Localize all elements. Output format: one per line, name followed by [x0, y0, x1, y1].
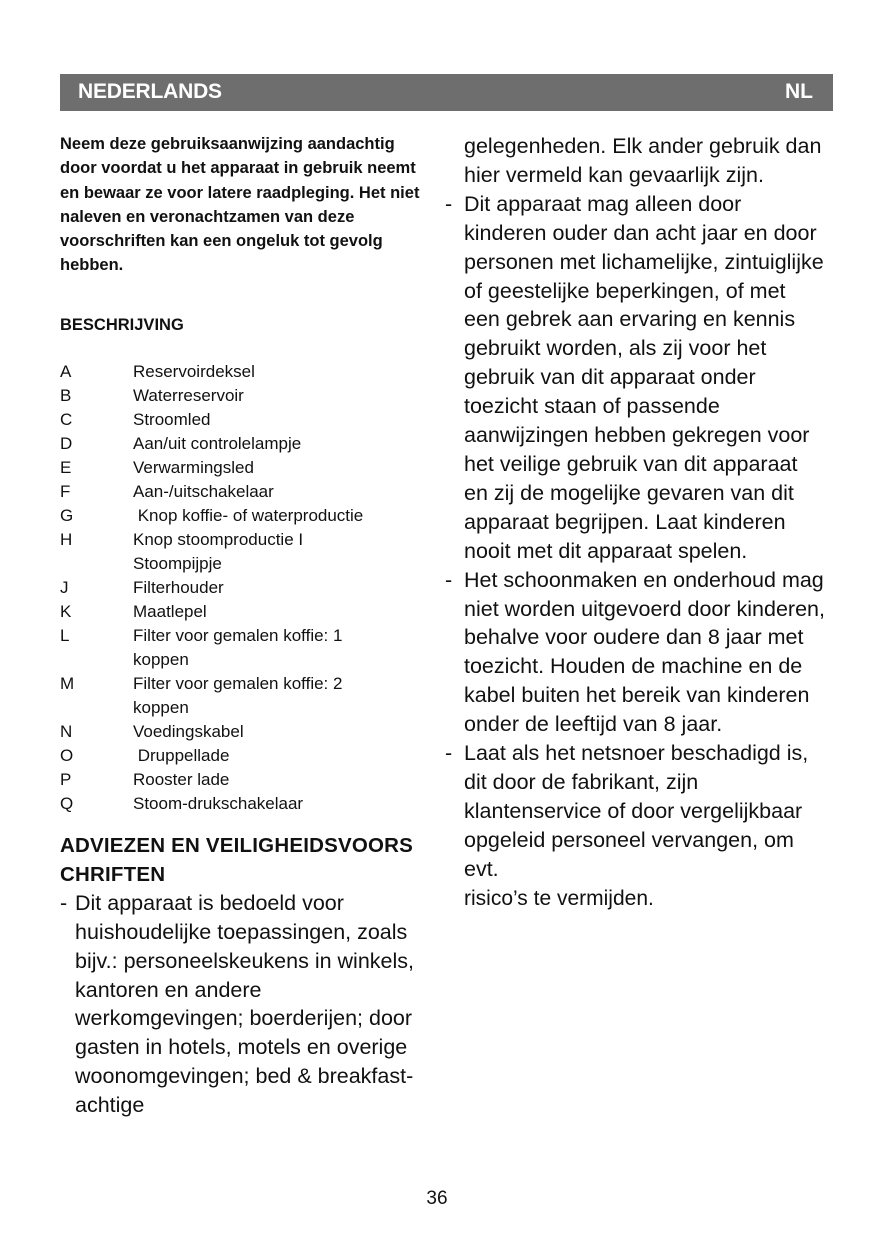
intro-paragraph: Neem deze gebruiksaanwijzing aandachtig door voordat u het apparaat in gebruik neemt en bewaar ze voor latere raadpleging. Het niet naleven en veronachtzamen van deze voorschriften kan een ongeluk tot gevolg hebben.: [60, 135, 420, 275]
language-code: NL: [785, 80, 813, 103]
list-item: [60, 720, 422, 744]
left-column: [60, 132, 422, 1120]
list-item: [60, 384, 422, 408]
part-letter: B: [60, 385, 72, 405]
part-name: Aan/uit controlelampje: [133, 433, 302, 453]
part-name: Waterreservoir: [133, 385, 244, 405]
bullet-dash: -: [445, 741, 453, 766]
list-item: [60, 576, 422, 600]
page-number: 36: [426, 1188, 448, 1209]
part-letter: F: [60, 481, 71, 501]
part-letter: M: [60, 673, 75, 693]
list-item: [60, 600, 422, 624]
part-name: Stroomled: [133, 409, 211, 429]
bullet-dash: -: [445, 191, 453, 216]
part-letter: L: [60, 625, 70, 645]
bullet-text: Het schoonmaken en onderhoud mag niet worden uitgevoerd door kinderen, behalve voor oudere dan 8 jaar met toezicht. Houden de machine en de kabel buiten het bereik van kinderen onder de leeftijd van 8 jaar.: [464, 567, 825, 737]
part-name: Verwarmingsled: [133, 457, 254, 477]
list-item: [60, 432, 422, 456]
safety-bullets-left: [60, 889, 422, 1120]
part-letter: K: [60, 601, 72, 621]
part-letter: N: [60, 721, 73, 741]
part-name: Filter voor gemalen koffie: 2 koppen: [133, 673, 343, 717]
bullet-text: Dit apparaat mag alleen door kinderen ouder dan acht jaar en door personen met lichamelijke, zintuiglijke of geestelijke beperkingen, of met een gebrek aan ervaring en kennis gebruikt worden, als zij voor het gebruik van dit apparaat onder toezicht staan of passende aanwijzingen hebben gekregen voor het veilige gebruik van dit apparaat en zij de mogelijke gevaren van dit apparaat begrijpen. Laat kinderen nooit met dit apparaat spelen.: [464, 191, 824, 563]
part-letter: H: [60, 529, 73, 549]
language-header-bar: [60, 74, 833, 111]
part-name: Filterhouder: [133, 577, 224, 597]
part-letter: Q: [60, 793, 74, 813]
list-item: [60, 744, 422, 768]
part-name: Rooster lade: [133, 769, 230, 789]
safety-heading: ADVIEZEN EN VEILIGHEIDSVOORSCHRIFTEN: [60, 833, 414, 886]
part-letter: G: [60, 505, 74, 525]
part-name: Knop stoomproductie I Stoompijpje: [133, 529, 304, 573]
part-name: Aan-/uitschakelaar: [133, 481, 274, 501]
list-item: [60, 408, 422, 432]
part-name: Reservoirdeksel: [133, 361, 255, 381]
list-item: [60, 672, 422, 720]
part-letter: P: [60, 769, 72, 789]
list-item: [445, 739, 825, 913]
list-item: [60, 624, 422, 672]
part-name: Druppellade: [133, 745, 230, 765]
part-name: Knop koffie- of waterproductie: [133, 505, 364, 525]
parts-list: [60, 360, 422, 816]
list-item: [60, 360, 422, 384]
description-heading: BESCHRIJVING: [60, 315, 184, 334]
list-item: [60, 528, 422, 576]
list-item: [445, 566, 825, 739]
list-item-continuation: gelegenheden. Elk ander gebruik dan hier vermeld kan gevaarlijk zijn.: [464, 134, 822, 187]
part-letter: E: [60, 457, 72, 477]
part-letter: A: [60, 361, 72, 381]
list-item: [60, 889, 422, 1120]
list-item: [60, 768, 422, 792]
bullet-text: Laat als het netsnoer beschadigd is, dit door de fabrikant, zijn klantenservice of door vergelijkbaar opgeleid personeel vervangen, om evt.: [464, 741, 809, 881]
part-letter: D: [60, 433, 73, 453]
part-name: Filter voor gemalen koffie: 1 koppen: [133, 625, 343, 669]
part-name: Maatlepel: [133, 601, 207, 621]
list-item: [60, 456, 422, 480]
bullet-dash: -: [445, 567, 453, 592]
part-letter: J: [60, 577, 69, 597]
right-column: [445, 132, 825, 913]
bullet-text-end: risico’s te vermijden.: [464, 886, 654, 910]
part-name: Voedingskabel: [133, 721, 244, 741]
bullet-text: Dit apparaat is bedoeld voor huishoudelijke toepassingen, zoals bijv.: personeelskeukens in winkels, kantoren en andere werkomgevingen; boerderijen; door gasten in hotels, motels en overige woonomgevingen; bed & breakfast-achtige: [75, 890, 414, 1118]
part-name: Stoom-drukschakelaar: [133, 793, 304, 813]
language-title: NEDERLANDS: [78, 80, 222, 103]
list-item: [60, 792, 422, 816]
part-letter: C: [60, 409, 73, 429]
list-item: [60, 504, 422, 528]
list-item: [60, 480, 422, 504]
part-letter: O: [60, 745, 74, 765]
bullet-dash: -: [60, 890, 68, 915]
list-item: [445, 190, 825, 566]
safety-bullets-right: [445, 132, 825, 913]
